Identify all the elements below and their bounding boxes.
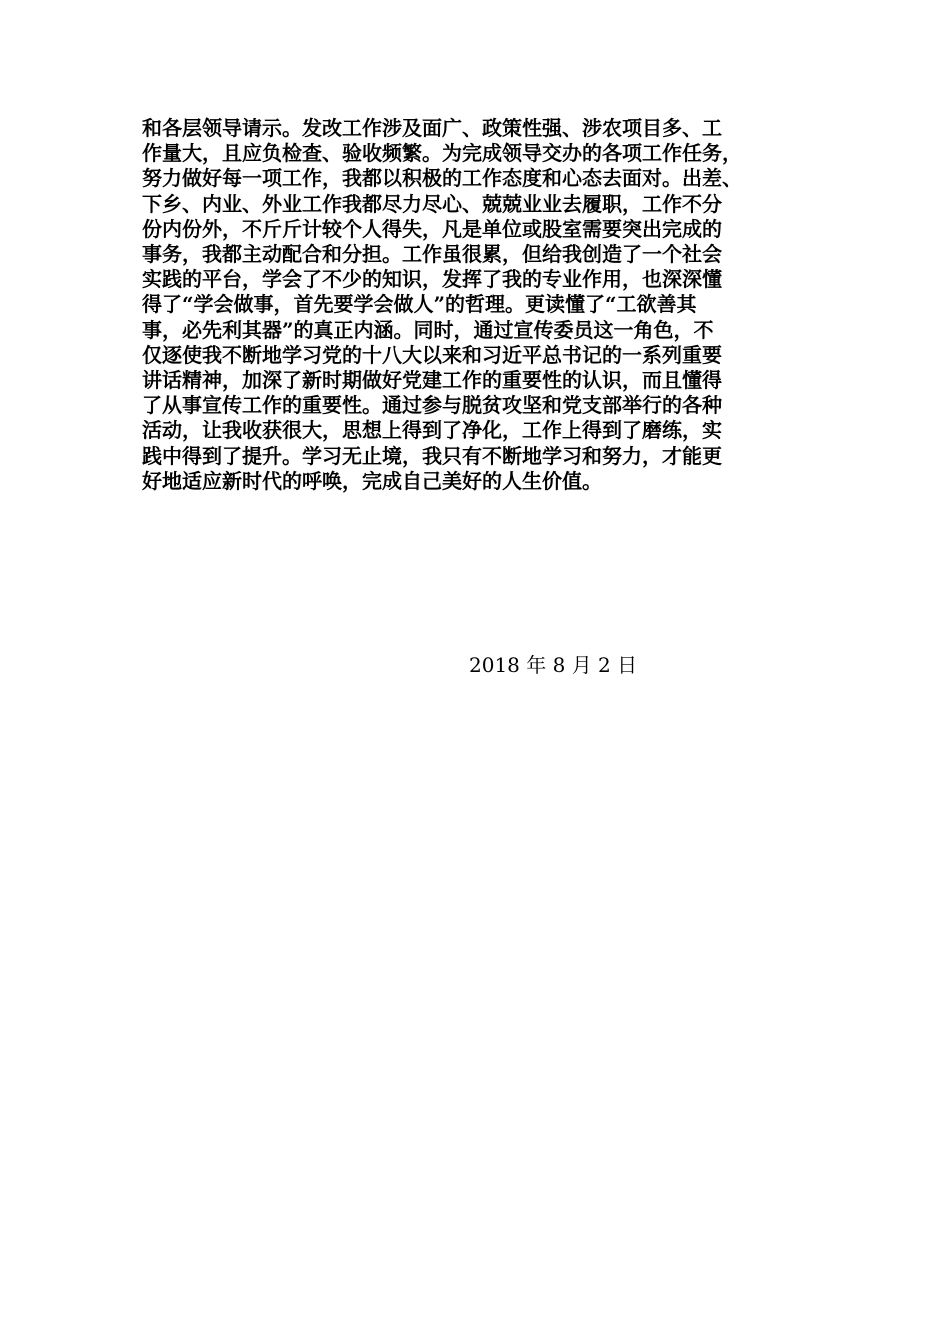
paragraph-line: 事务，我都主动配合和分担。工作虽很累，但给我创造了一个社会 bbox=[142, 242, 722, 267]
document-date: 2018 年 8 月 2 日 bbox=[469, 653, 638, 677]
paragraph-line: 和各层领导请示。发改工作涉及面广、政策性强、涉农项目多、工 bbox=[142, 116, 722, 140]
paragraph-line: 努力做好每一项工作，我都以积极的工作态度和心态去面对。出差、 bbox=[142, 166, 742, 191]
paragraph-line: 得了“学会做事，首先要学会做人”的哲理。更读懂了“工欲善其 bbox=[142, 292, 697, 317]
paragraph-line: 下乡、内业、外业工作我都尽力尽心、兢兢业业去履职，工作不分 bbox=[142, 191, 722, 216]
paragraph-line: 了从事宣传工作的重要性。通过参与脱贫攻坚和党支部举行的各种 bbox=[142, 393, 722, 418]
paragraph-line: 活动，让我收获很大，思想上得到了净化，工作上得到了磨练，实 bbox=[142, 418, 722, 443]
paragraph-line: 仅逐使我不断地学习党的十八大以来和习近平总书记的一系列重要 bbox=[142, 342, 722, 367]
paragraph-line: 实践的平台，学会了不少的知识，发挥了我的专业作用，也深深懂 bbox=[142, 267, 722, 292]
paragraph-line: 好地适应新时代的呼唤，完成自己美好的人生价值。 bbox=[142, 468, 602, 493]
paragraph-line: 讲话精神，加深了新时期做好党建工作的重要性的认识，而且懂得 bbox=[142, 368, 722, 393]
paragraph-line: 事，必先利其器”的真正内涵。同时，通过宣传委员这一角色，不 bbox=[142, 317, 714, 342]
paragraph-line: 份内份外，不斤斤计较个人得失，凡是单位或股室需要突出完成的 bbox=[142, 216, 722, 241]
body-paragraph bbox=[142, 116, 812, 494]
paragraph-line: 践中得到了提升。学习无止境，我只有不断地学习和努力，才能更 bbox=[142, 443, 722, 468]
paragraph-line: 作量大，且应负检查、验收频繁。为完成领导交办的各项工作任务， bbox=[142, 141, 742, 166]
